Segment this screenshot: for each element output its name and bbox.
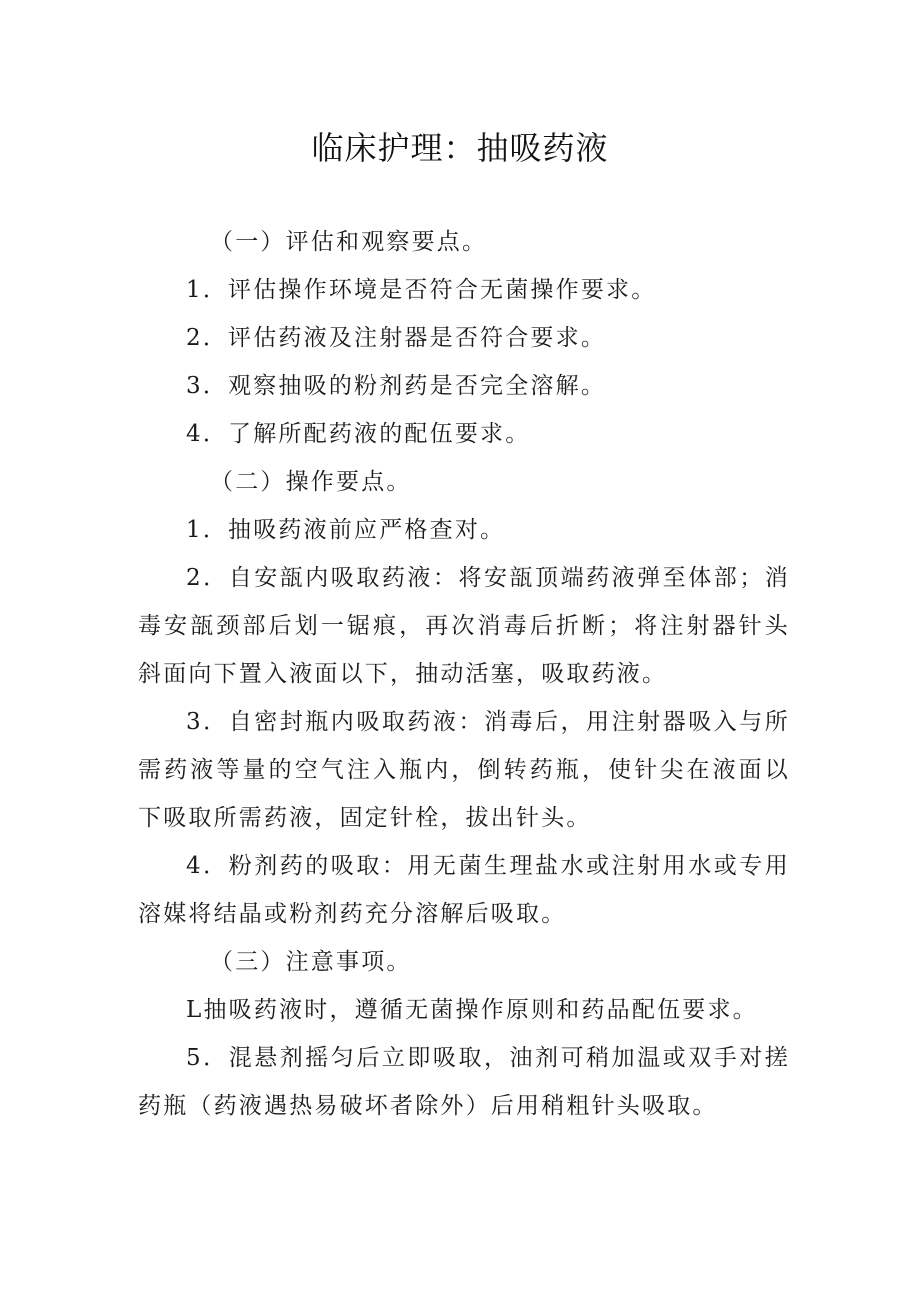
- precaution-item-1: L抽吸药液时，遵循无菌操作原则和药品配伍要求。: [186, 997, 758, 1023]
- operation-item-2: 2．自安瓿内吸取药液：将安瓿顶端药液弹至体部；消毒安瓿颈部后划一锯痕，再次消毒后折断；将注射器针头斜面向下置入液面以下，抽动活塞，吸取药液。: [138, 565, 790, 687]
- assessment-item-3: 3．观察抽吸的粉剂药是否完全溶解。: [186, 373, 607, 399]
- section-heading-assessment: （一）评估和观察要点。: [210, 229, 488, 255]
- operation-item-3: 3．自密封瓶内吸取药液：消毒后，用注射器吸入与所需药液等量的空气注入瓶内，倒转药瓶，使针尖在液面以下吸取所需药液，固定针栓，拔出针头。: [138, 709, 790, 831]
- assessment-item-2: 2．评估药液及注射器是否符合要求。: [186, 325, 607, 351]
- assessment-item-4: 4．了解所配药液的配伍要求。: [186, 421, 531, 447]
- document-body: [138, 218, 790, 1130]
- assessment-item-1: 1．评估操作环境是否符合无菌操作要求。: [186, 277, 657, 303]
- section-heading-operation: （二）操作要点。: [210, 469, 412, 495]
- precaution-item-5: 5．混悬剂摇匀后立即吸取，油剂可稍加温或双手对搓药瓶（药液遇热易破坏者除外）后用稍粗针头吸取。: [138, 1045, 790, 1119]
- document-title: 临床护理：抽吸药液: [311, 129, 609, 167]
- operation-item-4: 4．粉剂药的吸取：用无菌生理盐水或注射用水或专用溶媒将结晶或粉剂药充分溶解后吸取。: [138, 853, 790, 927]
- section-heading-precautions: （三）注意事项。: [210, 949, 412, 975]
- operation-item-1: 1．抽吸药液前应严格查对。: [186, 517, 506, 543]
